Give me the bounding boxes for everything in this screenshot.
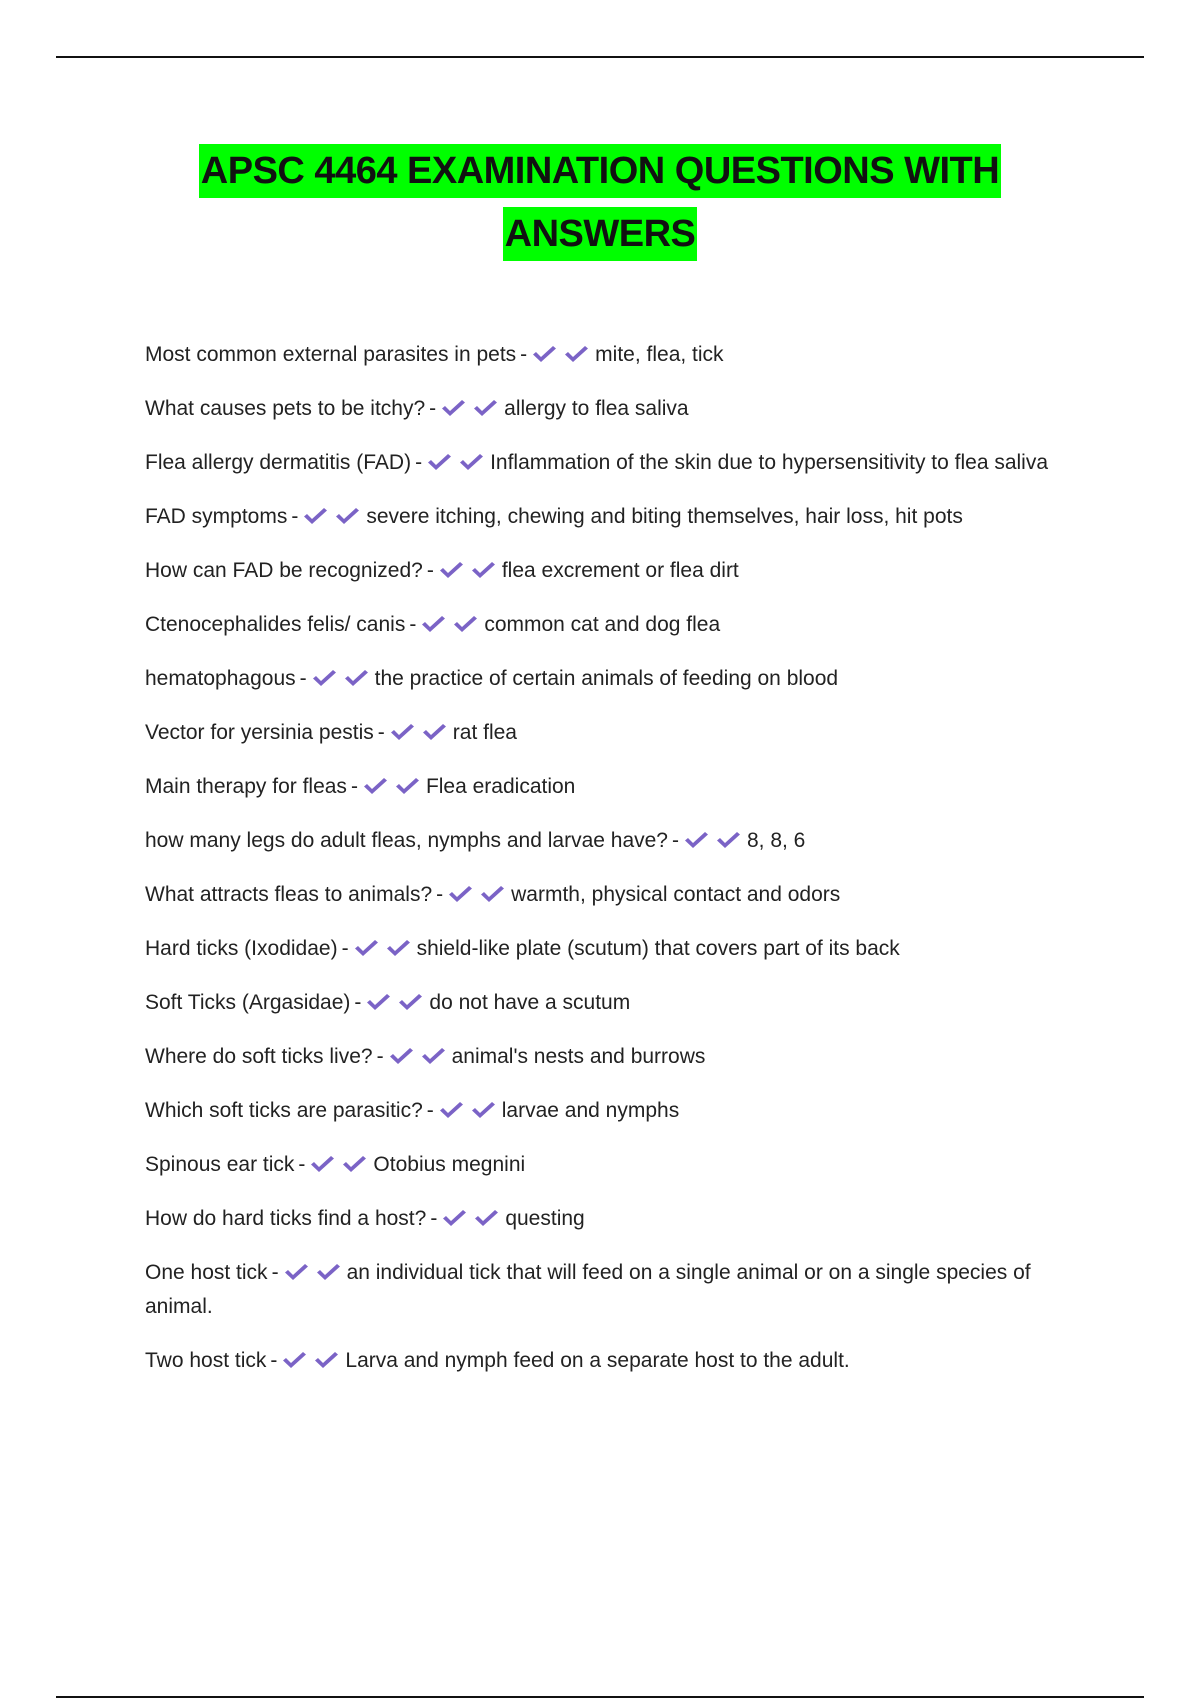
check-icon xyxy=(362,776,388,796)
check-icon xyxy=(563,344,589,364)
answer-text: Flea eradication xyxy=(425,775,576,798)
check-icon xyxy=(420,1046,446,1066)
check-icon xyxy=(438,560,464,580)
check-icon xyxy=(311,668,337,688)
qa-item xyxy=(145,446,1090,480)
separator: - xyxy=(429,397,437,420)
question-text: Vector for yersinia pestis xyxy=(145,721,374,744)
answer-text: larvae and nymphs xyxy=(501,1099,680,1122)
answer-text: questing xyxy=(505,1207,585,1230)
separator: - xyxy=(409,613,417,636)
separator: - xyxy=(415,451,423,474)
qa-item xyxy=(145,608,1090,642)
check-icon xyxy=(388,1046,414,1066)
separator: - xyxy=(377,721,385,744)
question-text: How can FAD be recognized? xyxy=(145,559,423,582)
check-icon xyxy=(458,452,484,472)
separator: - xyxy=(426,559,434,582)
check-icon xyxy=(472,398,498,418)
check-icon xyxy=(353,938,379,958)
question-text: What attracts fleas to animals? xyxy=(145,883,433,906)
answer-text: Otobius megnini xyxy=(373,1153,526,1176)
check-icon xyxy=(420,614,446,634)
question-text: Which soft ticks are parasitic? xyxy=(145,1099,423,1122)
answer-text: mite, flea, tick xyxy=(595,343,724,366)
check-icon xyxy=(452,614,478,634)
separator: - xyxy=(341,937,349,960)
check-icon xyxy=(473,1208,499,1228)
answer-text: 8, 8, 6 xyxy=(746,829,806,852)
separator: - xyxy=(430,1207,438,1230)
separator: - xyxy=(426,1099,434,1122)
qa-item xyxy=(145,770,1090,804)
qa-item xyxy=(145,716,1090,750)
separator: - xyxy=(299,667,307,690)
question-text: How do hard ticks find a host? xyxy=(145,1207,427,1230)
separator: - xyxy=(271,1261,279,1284)
check-icon xyxy=(309,1154,335,1174)
check-icon xyxy=(343,668,369,688)
separator: - xyxy=(671,829,679,852)
separator: - xyxy=(291,505,299,528)
answer-text: rat flea xyxy=(452,721,517,744)
check-icon xyxy=(302,506,328,526)
check-icon xyxy=(313,1350,339,1370)
check-icon xyxy=(389,722,415,742)
question-text: Hard ticks (Ixodidae) xyxy=(145,937,338,960)
check-icon xyxy=(479,884,505,904)
check-icon xyxy=(283,1262,309,1282)
answer-text: severe itching, chewing and biting themselves, hair loss, hit pots xyxy=(366,505,963,528)
question-text: how many legs do adult fleas, nymphs and larvae have? xyxy=(145,829,668,852)
qa-item xyxy=(145,1094,1090,1128)
check-icon xyxy=(426,452,452,472)
answer-text: shield-like plate (scutum) that covers part of its back xyxy=(416,937,900,960)
question-text: FAD symptoms xyxy=(145,505,288,528)
check-icon xyxy=(394,776,420,796)
check-icon xyxy=(281,1350,307,1370)
qa-item xyxy=(145,986,1090,1020)
question-text: Two host tick xyxy=(145,1349,267,1372)
check-icon xyxy=(683,830,709,850)
bottom-divider xyxy=(56,1696,1144,1698)
question-text: What causes pets to be itchy? xyxy=(145,397,426,420)
separator: - xyxy=(436,883,444,906)
question-text: hematophagous xyxy=(145,667,296,690)
check-icon xyxy=(441,1208,467,1228)
question-text: Ctenocephalides felis/ canis xyxy=(145,613,406,636)
question-text: Flea allergy dermatitis (FAD) xyxy=(145,451,412,474)
qa-item xyxy=(145,338,1090,372)
check-icon xyxy=(715,830,741,850)
qa-item xyxy=(145,392,1090,426)
check-icon xyxy=(397,992,423,1012)
answer-text: the practice of certain animals of feeding on blood xyxy=(374,667,839,690)
question-text: Spinous ear tick xyxy=(145,1153,295,1176)
separator: - xyxy=(520,343,528,366)
qa-item xyxy=(145,1040,1090,1074)
separator: - xyxy=(350,775,358,798)
top-divider xyxy=(56,56,1144,58)
separator: - xyxy=(270,1349,278,1372)
qa-item xyxy=(145,1344,1090,1378)
qa-item xyxy=(145,1202,1090,1236)
separator: - xyxy=(354,991,362,1014)
question-text: Main therapy for fleas xyxy=(145,775,347,798)
check-icon xyxy=(470,1100,496,1120)
question-text: Soft Ticks (Argasidae) xyxy=(145,991,351,1014)
answer-text: common cat and dog flea xyxy=(484,613,721,636)
question-text: One host tick xyxy=(145,1261,268,1284)
check-icon xyxy=(440,398,466,418)
qa-list xyxy=(145,338,1090,1398)
check-icon xyxy=(385,938,411,958)
answer-text: Larva and nymph feed on a separate host to the adult. xyxy=(345,1349,850,1372)
qa-item xyxy=(145,554,1090,588)
check-icon xyxy=(334,506,360,526)
qa-item xyxy=(145,932,1090,966)
answer-text: an individual tick that will feed on a single animal or on a single species of animal. xyxy=(145,1261,1031,1318)
check-icon xyxy=(365,992,391,1012)
answer-text: flea excrement or flea dirt xyxy=(501,559,739,582)
qa-item xyxy=(145,500,1090,534)
answer-text: allergy to flea saliva xyxy=(504,397,689,420)
question-text: Most common external parasites in pets xyxy=(145,343,517,366)
qa-item xyxy=(145,1148,1090,1182)
title-line-1: APSC 4464 EXAMINATION QUESTIONS WITH xyxy=(199,144,1001,198)
question-text: Where do soft ticks live? xyxy=(145,1045,373,1068)
check-icon xyxy=(315,1262,341,1282)
answer-text: animal's nests and burrows xyxy=(451,1045,706,1068)
check-icon xyxy=(470,560,496,580)
answer-text: do not have a scutum xyxy=(429,991,631,1014)
answer-text: Inflammation of the skin due to hypersensitivity to flea saliva xyxy=(490,451,1049,474)
separator: - xyxy=(298,1153,306,1176)
check-icon xyxy=(421,722,447,742)
title-line-2: ANSWERS xyxy=(503,207,698,261)
qa-item xyxy=(145,824,1090,858)
document-title xyxy=(0,144,1200,270)
qa-item xyxy=(145,878,1090,912)
check-icon xyxy=(438,1100,464,1120)
check-icon xyxy=(531,344,557,364)
check-icon xyxy=(341,1154,367,1174)
answer-text: warmth, physical contact and odors xyxy=(511,883,841,906)
qa-item xyxy=(145,1256,1090,1324)
separator: - xyxy=(376,1045,384,1068)
qa-item xyxy=(145,662,1090,696)
check-icon xyxy=(447,884,473,904)
